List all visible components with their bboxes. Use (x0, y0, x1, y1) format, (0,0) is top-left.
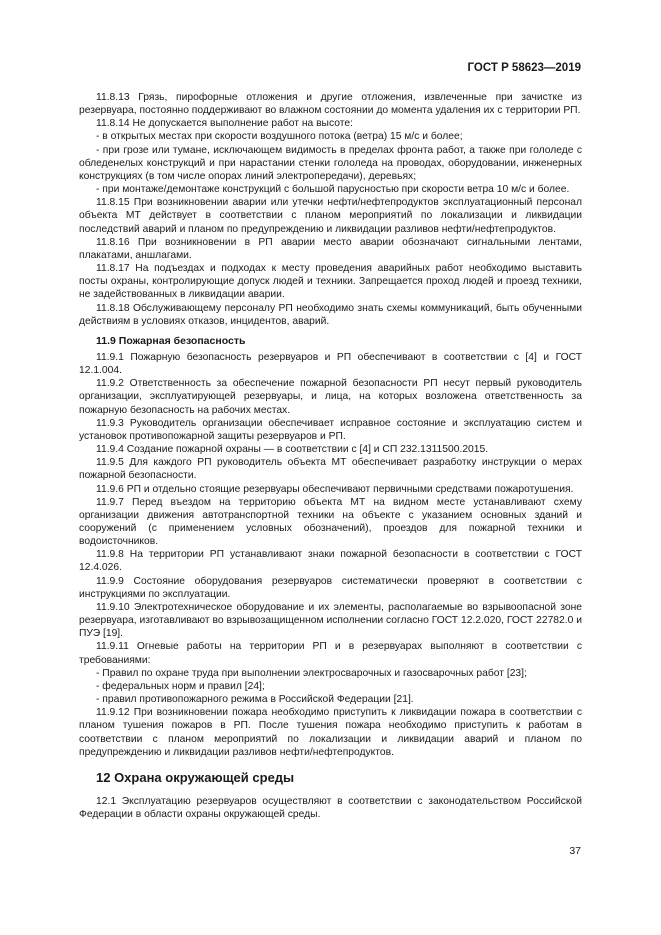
paragraph-11-9-7: 11.9.7 Перед въездом на территорию объекта МТ на видном месте устанавливают схему организации движения автотранспортной техники на объекте с указанием основных зданий и сооружений (с применением условных обозначений), проездов для пожарной техники и водоисточников. (79, 496, 582, 548)
paragraph-11-9-3: 11.9.3 Руководитель организации обеспечивает исправное состояние и эксплуатацию систем и установок противопожарной защиты резервуаров и РП. (79, 417, 582, 442)
paragraph-11-8-15: 11.8.15 При возникновении аварии или утечки нефти/нефтепродуктов эксплуатационный персонал объекта МТ действует в соответствии с планом мероприятий по локализации и ликвидации последствий аварий и планом по предупреждению и ликвидации разливов нефти/нефтепродуктов. (79, 197, 582, 235)
paragraph-11-9-8: 11.9.8 На территории РП устанавливают знаки пожарной безопасности в соответствии с ГОСТ 12.4.026. (79, 549, 582, 574)
paragraph-11-9-4: 11.9.4 Создание пожарной охраны — в соответствии с [4] и СП 232.1311500.2015. (96, 444, 489, 456)
section-heading-11-9: 11.9 Пожарная безопасность (96, 334, 246, 347)
page-number: 37 (569, 845, 581, 857)
paragraph-11-8-18: 11.8.18 Обслуживающему персоналу РП необходимо знать схемы коммуникаций, быть обученными действиям в условиях отказов, инцидентов, аварий. (79, 302, 582, 327)
paragraph-11-9-9: 11.9.9 Состояние оборудования резервуаров систематически проверяют в соответствии с инструкциями по эксплуатации. (79, 575, 582, 600)
paragraph-11-9-1: 11.9.1 Пожарную безопасность резервуаров и РП обеспечивают в соответствии с [4] и ГОСТ 12.1.004. (79, 351, 582, 377)
paragraph-11-9-12: 11.9.12 При возникновении пожара необходимо приступить к ликвидации пожара в соответствии с планом тушения пожаров в РП. После тушения пожара необходимо приступить к работам в соответствии с планом мероприятий по локализации и ликвидации аварий и планом по предупреждению и ликвидации разливов нефти/нефтепродуктов. (79, 707, 582, 758)
paragraph-11-9-10: 11.9.10 Электротехническое оборудование и их элементы, располагаемые во взрывоопасной зоне резервуара, изготавливают во взрывозащищенном исполнении согласно ГОСТ 12.2.020, ГОСТ 22782.0 и ПУЭ [19]. (79, 601, 582, 640)
paragraph-11-8-13: 11.8.13 Грязь, пирофорные отложения и другие отложения, извлеченные при зачистке из резервуара, постоянно поддерживают во влажном состоянии до момента удаления их с территории РП. (79, 92, 582, 117)
paragraph-11-9-6: 11.9.6 РП и отдельно стоящие резервуары обеспечивают первичными средствами пожаротушения. (96, 483, 574, 495)
list-item: - федеральных норм и правил [24]; (96, 680, 265, 692)
list-item: - правил противопожарного режима в Российской Федерации [21]. (96, 694, 414, 706)
standard-designation: ГОСТ Р 58623—2019 (467, 62, 581, 74)
paragraph-11-9-5: 11.9.5 Для каждого РП руководитель объекта МТ обеспечивает разработку инструкции о мерах пожарной безопасности. (79, 457, 582, 482)
paragraph-11-8-17: 11.8.17 На подъездах и подходах к месту проведения аварийных работ необходимо выставить посты охраны, контролирующие допуск людей и техники. Запрещается проход людей и проезд техники, не задействованных в ликвидации аварии. (79, 263, 582, 301)
document-body (79, 91, 582, 821)
paragraph-11-9-2: 11.9.2 Ответственность за обеспечение пожарной безопасности РП несут первый руководитель организации, эксплуатирующей резервуары, и лица, на которых возложена ответственность за пожарную безопасность на рабочих местах. (79, 378, 582, 416)
list-item: - в открытых местах при скорости воздушного потока (ветра) 15 м/с и более; (96, 131, 463, 143)
list-item: - при монтаже/демонтаже конструкций с большой парусностью при скорости ветра 10 м/с и более. (96, 184, 570, 196)
list-item: - при грозе или тумане, исключающем видимость в пределах фронта работ, а также при гололеде с обледенелых конструкций и при нарастании стенки гололеда на проводах, оборудовании, инженерных конструкциях (в том числе опорах линий электропередачи), деревьях; (79, 144, 582, 182)
paragraph-12-1: 12.1 Эксплуатацию резервуаров осуществляют в соответствии с законодательством Российской Федерации в области охраны окружающей среды. (79, 795, 582, 820)
list-item: - Правил по охране труда при выполнении электросварочных и газосварочных работ [23]; (96, 667, 527, 679)
paragraph-11-8-16: 11.8.16 При возникновении в РП аварии место аварии обозначают сигнальными лентами, плакатами, аншлагами. (79, 236, 582, 261)
paragraph-11-8-14: 11.8.14 Не допускается выполнение работ на высоте: (96, 118, 353, 130)
paragraph-11-9-11: 11.9.11 Огневые работы на территории РП и в резервуарах выполняют в соответствии с требованиями: (79, 641, 582, 666)
section-heading-12: 12 Охрана окружающей среды (96, 769, 295, 785)
